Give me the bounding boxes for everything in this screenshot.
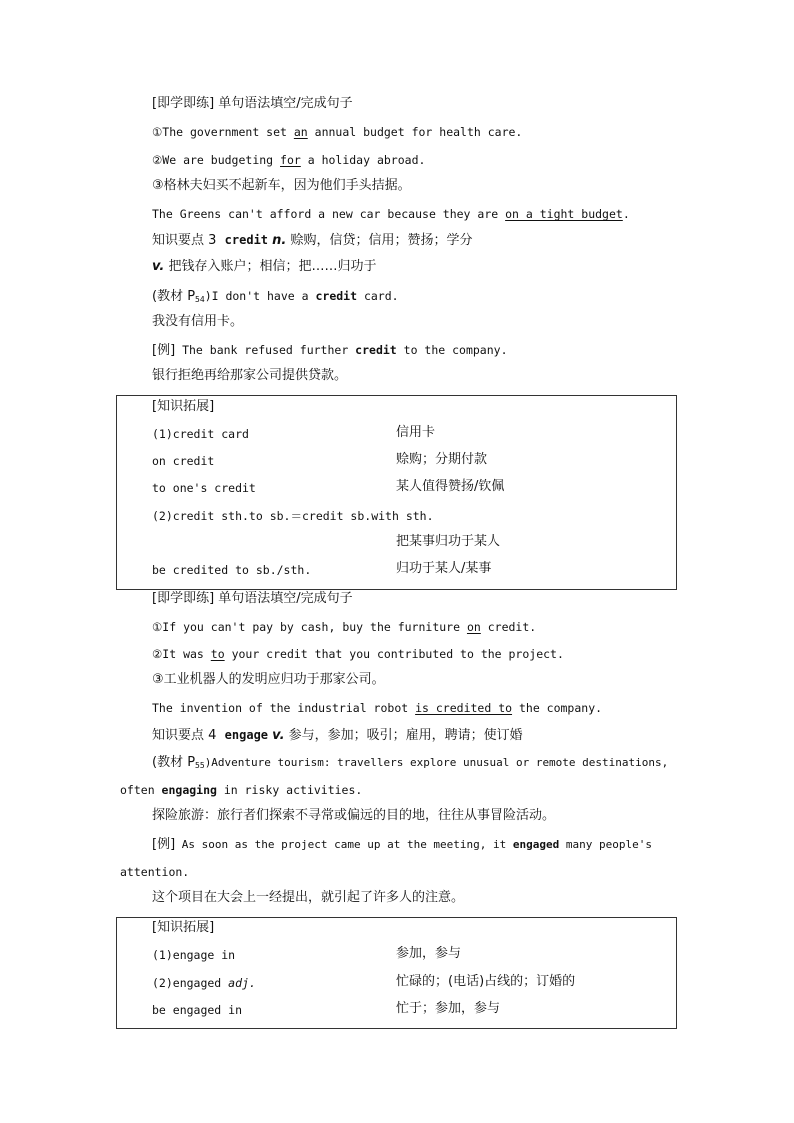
phrase: (2)credit sth.to sb.＝credit sb.with sth. [152, 509, 434, 523]
example-sentence: [例] As soon as the project came up at the meeting, it engaged many people's [152, 837, 652, 852]
answer-blank: for [280, 153, 301, 167]
phrase-meaning: 把某事归功于某人 [396, 534, 501, 549]
textbook-quote: (教材 $P_{55})Adventure$ tourism: travellers explore unusual or remote destinations, [152, 755, 669, 770]
exercise-item-3-cn: ③格林夫妇买不起新车，因为他们手头拮据。 [152, 178, 411, 193]
phrase-meaning: 参加，参与 [396, 946, 462, 961]
textbook-quote: (教材 $P_{54})I$ don't have a credit card. [152, 289, 399, 304]
phrase-meaning: 忙于；参加，参与 [396, 1001, 501, 1016]
phrase-meaning: 赊购；分期付款 [396, 452, 488, 467]
drill-header: [即学即练] 单句语法填空/完成句子 [152, 96, 353, 111]
example-sentence-cont: attention. [120, 865, 190, 879]
phrase: (1)credit card [152, 427, 249, 441]
phrase: on credit [152, 454, 215, 468]
knowledge-point-4-heading: 知识要点 4 engage v. 参与，参加；吸引；雇用，聘请；使订婚 [152, 728, 523, 743]
box-title: [知识拓展] [152, 399, 215, 414]
phrase: (2)engaged adj. [152, 976, 256, 990]
exercise-item-3-en: The Greens can't afford a new car because they are on a tight budget. [152, 207, 630, 221]
knowledge-point-3-verb: v. 把钱存入账户；相信；把……归功于 [152, 259, 377, 274]
phrase-meaning: 信用卡 [396, 425, 436, 440]
phrase-meaning: 某人值得赞扬/钦佩 [396, 479, 505, 494]
example-translation: 这个项目在大会上一经提出，就引起了许多人的注意。 [152, 890, 465, 905]
box-title: [知识拓展] [152, 920, 215, 935]
exercise-item-1: ①If you can't pay by cash, buy the furniture on credit. [152, 620, 537, 634]
exercise-item-2: ②We are budgeting for a holiday abroad. [152, 153, 426, 167]
phrase: to one's credit [152, 481, 256, 495]
textbook-quote-cont: often engaging in risky activities. [120, 783, 363, 797]
textbook-quote-translation: 我没有信用卡。 [152, 314, 244, 329]
drill-header: [即学即练] 单句语法填空/完成句子 [152, 591, 353, 606]
answer-blank: on [466, 620, 481, 634]
phrase: be engaged in [152, 1003, 243, 1017]
phrase-meaning: 忙碌的；(电话)占线的；订婚的 [396, 974, 576, 989]
phrase: (1)engage in [152, 948, 236, 962]
answer-blank: is credited to [415, 701, 513, 715]
exercise-item-1: ①The government set an annual budget for health care. [152, 125, 523, 139]
phrase: be credited to sb./sth. [152, 563, 312, 577]
exercise-item-3-en: The invention of the industrial robot is credited to the company. [152, 701, 603, 715]
textbook-quote-translation: 探险旅游：旅行者们探索不寻常或偏远的目的地，往往从事冒险活动。 [152, 808, 556, 823]
example-sentence: [例] The bank refused further credit to the company. [152, 343, 508, 358]
phrase-meaning: 归功于某人/某事 [396, 561, 492, 576]
answer-blank: to [210, 647, 225, 661]
exercise-item-2: ②It was to your credit that you contributed to the project. [152, 647, 564, 661]
exercise-item-3-cn: ③工业机器人的发明应归功于那家公司。 [152, 672, 385, 687]
answer-blank: on a tight budget [505, 207, 623, 221]
knowledge-point-3-heading: 知识要点 3 credit n. 赊购，信贷；信用；赞扬；学分 [152, 233, 473, 248]
answer-blank: an [293, 125, 308, 139]
example-translation: 银行拒绝再给那家公司提供贷款。 [152, 368, 348, 383]
